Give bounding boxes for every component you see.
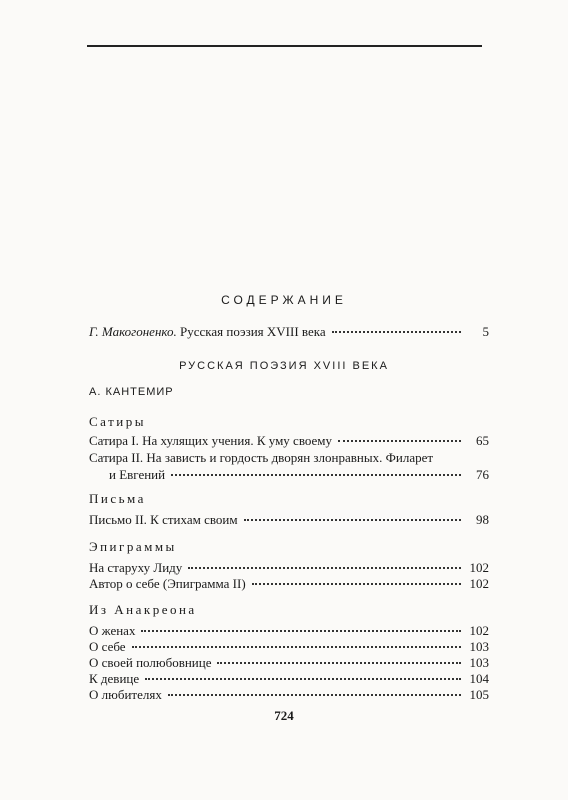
toc-entry[interactable]	[89, 670, 489, 687]
toc-entry[interactable]	[89, 654, 489, 671]
page-number: 5	[482, 324, 489, 339]
entry-title: На старуху Лиду	[89, 560, 183, 575]
toc-entry[interactable]	[89, 638, 489, 655]
group-title-satires: Сатиры	[89, 414, 146, 429]
page-number: 76	[476, 467, 489, 482]
dot-leader	[338, 440, 461, 442]
page-title: СОДЕРЖАНИЕ	[221, 293, 347, 307]
top-rule	[87, 45, 482, 47]
entry-title: Автор о себе (Эпиграмма II)	[89, 576, 246, 591]
page-number: 98	[476, 512, 489, 527]
toc-entry[interactable]	[89, 449, 489, 483]
dot-leader	[171, 474, 461, 476]
entry-title-line1: Сатира II. На зависть и гордость дворян злонравных. Филарет	[89, 450, 434, 465]
group-title-anacreon: Из Анакреона	[89, 602, 197, 617]
toc-entry[interactable]	[89, 622, 489, 639]
page-number: 103	[469, 639, 489, 654]
entry-title: Сатира I. На хулящих учения. К уму своему	[89, 433, 333, 448]
entry-title: О себе	[89, 639, 126, 654]
toc-entry-intro[interactable]	[89, 323, 489, 340]
toc-entry[interactable]	[89, 511, 489, 528]
entry-title: Письмо II. К стихам своим	[89, 512, 238, 527]
group-title-epigrams: Эпиграммы	[89, 539, 177, 554]
toc-entry[interactable]	[89, 432, 489, 449]
page-number: 105	[469, 687, 489, 702]
author-heading: А. КАНТЕМИР	[89, 386, 174, 398]
intro-author: Г. Макогоненко.	[89, 324, 177, 339]
dot-leader	[132, 646, 461, 648]
page-number: 103	[469, 655, 489, 670]
entry-title: О своей полюбовнице	[89, 655, 212, 670]
entry-title: О женах	[89, 623, 136, 638]
intro-title: Русская поэзия XVIII века	[179, 324, 326, 339]
dot-leader	[168, 694, 461, 696]
dot-leader	[252, 583, 461, 585]
entry-title: К девице	[89, 671, 140, 686]
toc-entry[interactable]	[89, 686, 489, 703]
dot-leader	[332, 331, 461, 333]
dot-leader	[145, 678, 461, 680]
section-title: РУССКАЯ ПОЭЗИЯ XVIII ВЕКА	[179, 360, 389, 372]
page-number: 102	[469, 576, 489, 591]
group-title-letters: Письма	[89, 491, 146, 506]
page-number: 104	[469, 671, 489, 686]
dot-leader	[188, 567, 461, 569]
page-number: 102	[469, 560, 489, 575]
dot-leader	[244, 519, 461, 521]
page-number: 65	[476, 433, 489, 448]
page-folio: 724	[274, 708, 294, 723]
dot-leader	[141, 630, 461, 632]
entry-title-line2: и Евгений	[109, 467, 166, 482]
dot-leader	[217, 662, 461, 664]
entry-title: О любителях	[89, 687, 162, 702]
toc-entry[interactable]	[89, 575, 489, 592]
page-number: 102	[469, 623, 489, 638]
toc-entry[interactable]	[89, 559, 489, 576]
